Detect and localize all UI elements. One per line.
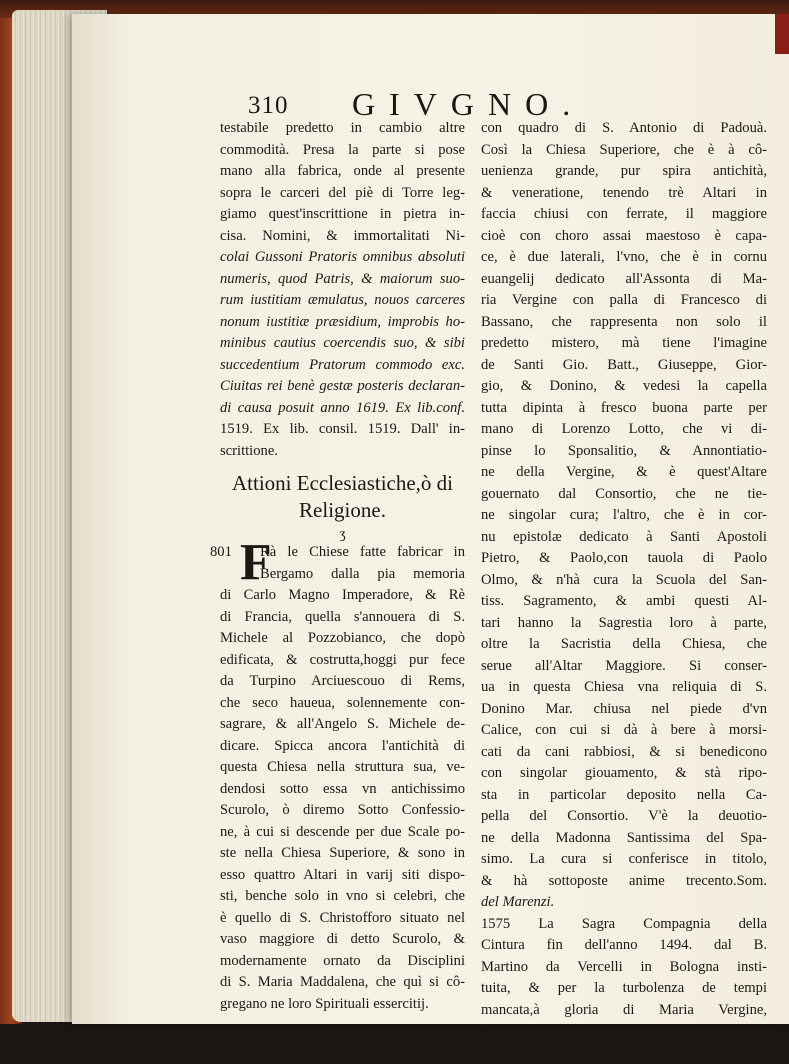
- text-line: tiss. Sagramento, & ambi questi Al-: [481, 591, 767, 613]
- text-line: Michele al Pozzobianco, che dopò: [220, 628, 465, 650]
- text-line: ste nella Chiesa Superiore, & sono in: [220, 843, 465, 865]
- text-line: giamo quest'inscrittione in pietra in-: [220, 204, 465, 226]
- drop-cap-letter: F: [240, 540, 272, 586]
- section-heading-line-2: Religione.: [220, 497, 465, 524]
- text-line: 1519. Ex lib. consil. 1519. Dall' in-: [220, 419, 465, 441]
- text-line: Calice, con cui si dà à bere à morsi-: [481, 720, 767, 742]
- text-line: mano alla fabrica, onde al presente: [220, 161, 465, 183]
- text-line: sopra le carceri del piè di Torre leg-: [220, 183, 465, 205]
- text-line: ne della Vergine, & è quest'Altare: [481, 462, 767, 484]
- text-line: Scurolo, ò diremo Sotto Confessio-: [220, 800, 465, 822]
- left-top-paragraph: [220, 118, 465, 462]
- text-line: modernamente ornato da Disciplini: [220, 951, 465, 973]
- text-line: ria Vergine con palla di Francesco di: [481, 290, 767, 312]
- text-line: faccia chiusi con ferrate, il maggiore: [481, 204, 767, 226]
- text-line: questa Chiesa nella struttura sua, ve-: [220, 757, 465, 779]
- text-line: con quadro di S. Antonio di Padouà.: [481, 118, 767, 140]
- text-line: gio, & Donino, & vedesi la capella: [481, 376, 767, 398]
- text-line: Rà le Chiese fatte fabricar in: [220, 542, 465, 564]
- text-line: da Turpino Arciuescouo di Rems,: [220, 671, 465, 693]
- text-line: Olmo, & n'hà cura la Scuola del San-: [481, 570, 767, 592]
- text-line: euangelij dedicato all'Assonta di Ma-: [481, 269, 767, 291]
- text-line: sagrare, & all'Angelo S. Michele de-: [220, 714, 465, 736]
- text-line: mano di Lorenzo Lotto, che vi di-: [481, 419, 767, 441]
- text-line: Ciuitas rei benè gestæ posteris declaran-: [220, 376, 465, 398]
- text-line: cati da cani rabbiosi, & si benedicono: [481, 742, 767, 764]
- text-line: di Francia, quella s'annouera di S.: [220, 607, 465, 629]
- text-line: ne, à cui si descende per due Scale po-: [220, 822, 465, 844]
- text-line: del Marenzi.: [481, 892, 767, 914]
- text-line: ua in questa Chiesa vna reliquia di S.: [481, 677, 767, 699]
- text-line: minibus cautius coercendis suo, & sibi: [220, 333, 465, 355]
- text-line: nonum iustitiæ præsidium, improbis ho-: [220, 312, 465, 334]
- text-line: sta in particolar deposito nella Ca-: [481, 785, 767, 807]
- text-line: pinse lo Sponsalitio, & Annontiatio-: [481, 441, 767, 463]
- text-line: con singolar giouamento, & stà ripo-: [481, 763, 767, 785]
- text-line: P. S. Agostino,& M.S. Monica hoggi: [481, 1021, 767, 1043]
- text-line: Bassano, che rappresenta non solo il: [481, 312, 767, 334]
- text-line: cioè con choro assai maestoso è capa-: [481, 226, 767, 248]
- text-line: Martino da Vercelli in Bologna insti-: [481, 957, 767, 979]
- text-line: tuita, & per la turbolenza de tempi: [481, 978, 767, 1000]
- text-line: scrittione.: [220, 441, 465, 463]
- section-heading-line-1: Attioni Ecclesiastiche,ò di: [220, 470, 465, 497]
- text-line: che seco haueua, solennemente con-: [220, 693, 465, 715]
- right-column: [481, 118, 767, 1064]
- left-column: [220, 118, 465, 1015]
- text-line: pella del Consortio. V'è la deuotio-: [481, 806, 767, 828]
- text-line: & veneratione, tenendo trè Altari in: [481, 183, 767, 205]
- text-line: sti, benche solo in vno si celebri, che: [220, 886, 465, 908]
- text-line: cisa. Nomini, & immortalitati Ni-: [220, 226, 465, 248]
- right-paragraph: [481, 118, 767, 1064]
- text-line: succedentium Pratorum commodo exc.: [220, 355, 465, 377]
- text-line: rum iustitiam æmulatus, nouos carceres: [220, 290, 465, 312]
- ornament-glyph: ʒ: [220, 528, 465, 542]
- text-line: numeris, quod Patris, & maiorum suo-: [220, 269, 465, 291]
- text-line: oltre la Sacristia della Chiesa, che: [481, 634, 767, 656]
- page-number: 310: [248, 92, 289, 120]
- text-line: esso quattro Altari in varij siti dispo-: [220, 865, 465, 887]
- text-line: edificata, & costrutta,hoggi pur fece: [220, 650, 465, 672]
- text-line: uenienza grande, pur spira antichità,: [481, 161, 767, 183]
- text-line: testabile predetto in cambio altre: [220, 118, 465, 140]
- text-line: simo. La cura si conferisce in titolo,: [481, 849, 767, 871]
- margin-year: 801: [210, 542, 232, 564]
- text-line: Pietro, & Paolo,con tauola di Paolo: [481, 548, 767, 570]
- text-line: nu epistolæ dedicato à Santi Apostoli: [481, 527, 767, 549]
- text-line: di Carlo Magno Imperadore, & Rè: [220, 585, 465, 607]
- text-line: gouernato dal Consortio, che ne tie-: [481, 484, 767, 506]
- text-line: 1575 La Sagra Compagnia della: [481, 914, 767, 936]
- left-bottom-paragraph: [220, 585, 465, 1015]
- text-line: Così la Chiesa Superiore, che è à cô-: [481, 140, 767, 162]
- text-line: di causa posuit anno 1619. Ex lib.conf.: [220, 398, 465, 420]
- text-line: Bergamo dalla pia memoria: [220, 564, 465, 586]
- text-line: tutta dipinta à fresco buona parte per: [481, 398, 767, 420]
- text-line: serue all'Altar Maggiore. Si conser-: [481, 656, 767, 678]
- text-line: & hà sottoposte anime trecento.Som.: [481, 871, 767, 893]
- text-line: colai Gussoni Pratoris omnibus absoluti: [220, 247, 465, 269]
- text-line: il re-: [481, 1043, 767, 1064]
- text-line: tari hanno la Sagrestia loro à parte,: [481, 613, 767, 635]
- text-line: è quello di S. Christofforo situato nel: [220, 908, 465, 930]
- section-heading: [220, 470, 465, 524]
- text-line: Cintura fin dell'anno 1494. dal B.: [481, 935, 767, 957]
- text-line: gregano ne loro Spirituali essercitij.: [220, 994, 465, 1016]
- text-line: dendosi sotto essa vn antichissimo: [220, 779, 465, 801]
- text-line: Donino Mar. chiusa nel piede d'vn: [481, 699, 767, 721]
- text-line: ne singolar cura; l'altro, che è in cor-: [481, 505, 767, 527]
- text-line: de Santi Gio. Batt., Giuseppe, Gior-: [481, 355, 767, 377]
- drop-cap-block: [220, 542, 465, 585]
- text-line: ce, è due laterali, l'vno, che è in cornu: [481, 247, 767, 269]
- text-line: predetto mistero, mà tiene l'imagine: [481, 333, 767, 355]
- text-line: di S. Maria Maddalena, che quì si cô-: [220, 972, 465, 994]
- text-line: commodità. Presa la parte si pose: [220, 140, 465, 162]
- running-title: GIVGNO.: [352, 86, 584, 123]
- text-line: vaso maggiore di detto Scurolo, &: [220, 929, 465, 951]
- red-cover-corner: [775, 14, 789, 54]
- text-line: mancata,à gloria di Maria Vergine,: [481, 1000, 767, 1022]
- text-line: ne della Madonna Santissima del Spa-: [481, 828, 767, 850]
- text-line: dicare. Spicca ancora l'antichità di: [220, 736, 465, 758]
